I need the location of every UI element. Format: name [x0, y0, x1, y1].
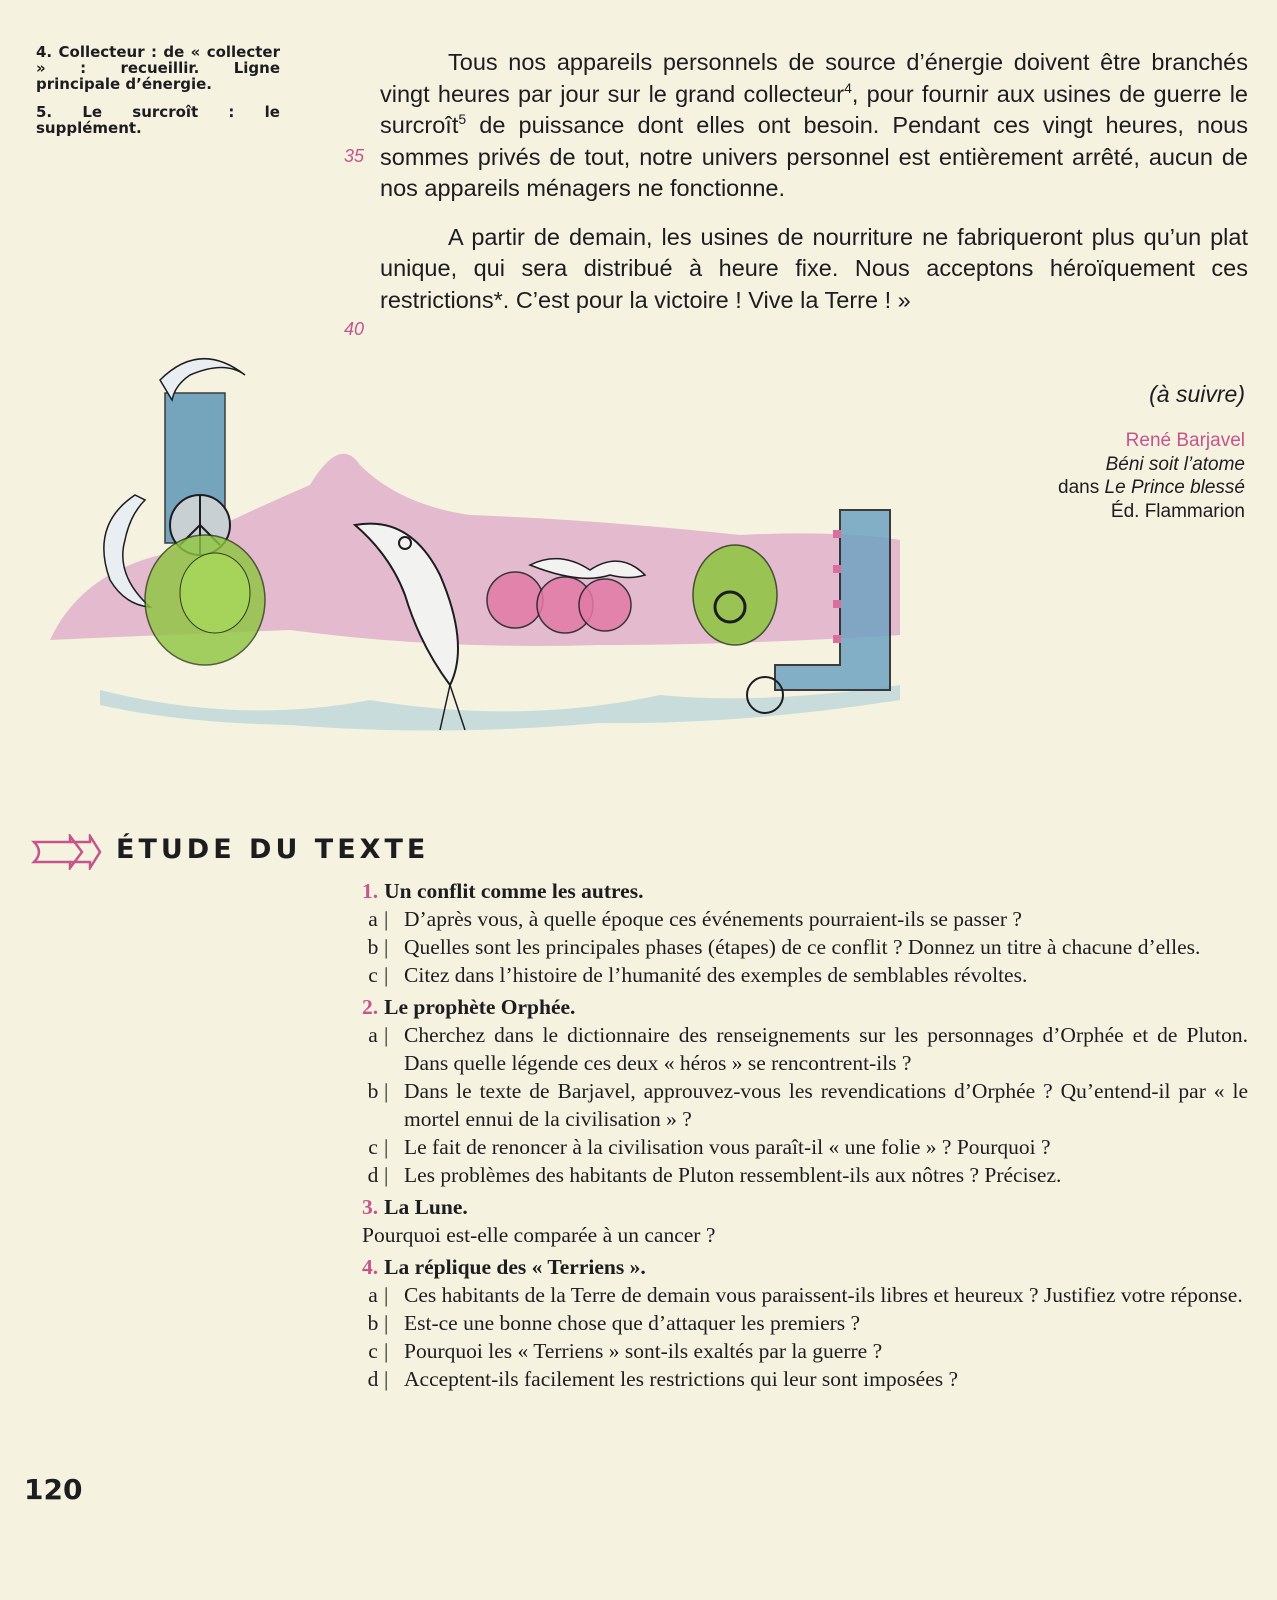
question-4b: b | Est-ce une bonne chose que d’attaquer les premiers ? — [367, 1311, 861, 1335]
questions — [362, 873, 1248, 1393]
paragraph-1: Tous nos appareils personnels de source d’énergie doivent être branchés vingt heures par jour sur le grand collecteur$^4$, pour fournir aux usines de guerre le surcroît$^5$ de puissance dont elles ont besoin. Pendant ces vingt heures, nous sommes privés de tout, notre univers personnel est entièrement arrêté, aucun de nos appareils ménagers ne fonctionne. — [380, 49, 1249, 201]
question-3: 3. La Lune. Pourquoi est-elle comparée à un cancer ? — [362, 1193, 1248, 1249]
question-1: 1. Un conflit comme les autres. a | D’après vous, à quelle époque ces événements pourraient-ils se passer ? b | Quelles sont les principales phases (étapes) de ce conflit ? Donnez un titre à chacune d’elles. c | Citez dans l’histoire de l’humanité des exemples de semblables révoltes. — [362, 877, 1248, 989]
to-be-continued: (à suivre) — [1149, 381, 1245, 407]
pink-ball-1 — [487, 572, 543, 628]
question-4c: c | Pourquoi les « Terriens » sont-ils exaltés par la guerre ? — [368, 1339, 883, 1363]
question-4a: a | Ces habitants de la Terre de demain vous paraissent-ils libres et heureux ? Justifiez votre réponse. — [368, 1283, 1243, 1307]
book-title: Le Prince blessé — [1104, 477, 1245, 498]
book-line: dans Le Prince blessé — [1058, 477, 1245, 498]
question-2b: b | Dans le texte de Barjavel, approuvez-vous les revendications d’Orphée ? Qu’entend-il par « le mortel ennui de la civilisation » ? — [367, 1079, 1248, 1131]
source-credit — [1058, 429, 1245, 523]
section-title: ÉTUDE DU TEXTE — [116, 834, 430, 865]
question-2: 2. Le prophète Orphée. a | Cherchez dans le dictionnaire des renseignements sur les personnages d’Orphée et de Pluton. Dans quelle légende ces deux « héros » se rencontrent-ils ? b | Dans le texte de Barjavel, approuvez-vous les revendications d’Orphée ? Qu’entend-il par « le mortel ennui de la civilisation » ? c | Le fait de renoncer à la civilisation vous paraît-il « une folie » ? Pourquoi ? d | Les problèmes des habitants de Pluton ressemblent-ils aux nôtres ? Précisez. — [362, 995, 1248, 1187]
question-1a: a | D’après vous, à quelle époque ces événements pourraient-ils se passer ? — [368, 907, 1022, 931]
footnotes — [36, 44, 280, 148]
illustration — [40, 345, 920, 745]
line-number-40: 40 — [344, 319, 365, 339]
question-2a: a | Cherchez dans le dictionnaire des renseignements sur les personnages d’Orphée et de Pluton. Dans quelle légende ces deux « héros » se rencontrent-ils ? — [368, 1023, 1248, 1075]
work-title: Béni soit l’atome — [1105, 453, 1245, 475]
question-2d: d | Les problèmes des habitants de Pluton ressemblent-ils aux nôtres ? Précisez. — [367, 1163, 1062, 1187]
author: René Barjavel — [1125, 430, 1245, 451]
footnote-ref-4: 4 — [844, 79, 852, 96]
blue-wash — [100, 685, 900, 731]
green-face-left — [180, 553, 250, 633]
passage — [344, 47, 1249, 339]
double-arrow-icon — [30, 834, 102, 870]
paragraph-2: A partir de demain, les usines de nourriture ne fabriqueront plus qu’un plat unique, qui sera distribué à heure fixe. Nous acceptons héroïquement ces restrictions*. C’est pour la victoire ! Vive la Terre ! » — [380, 223, 1248, 313]
question-4: 4. La réplique des « Terriens ». a | Ces habitants de la Terre de demain vous paraissent-ils libres et heureux ? Justifiez votre réponse. b | Est-ce une bonne chose que d’attaquer les premiers ? c | Pourquoi les « Terriens » sont-ils exaltés par la guerre ? d | Acceptent-ils facilement les restrictions qui leur sont imposées ? — [362, 1253, 1248, 1393]
question-1b: b | Quelles sont les principales phases (étapes) de ce conflit ? Donnez un titre à chacune d’elles. — [367, 935, 1201, 959]
question-4d: d | Acceptent-ils facilement les restrictions qui leur sont imposées ? — [367, 1367, 959, 1391]
page-number: 120 — [24, 1473, 83, 1506]
publisher: Éd. Flammarion — [1110, 500, 1245, 522]
line-number-35: 35 — [344, 146, 365, 166]
pink-ball-3 — [579, 579, 631, 631]
footnote-4: 4. Collecteur : de « collecter » : recueillir. Ligne principale d’énergie. — [36, 43, 280, 93]
question-3-text: Pourquoi est-elle comparée à un cancer ? — [362, 1223, 716, 1247]
footnote-5: 5. Le surcroît : le supplément. — [36, 103, 280, 137]
question-2c: c | Le fait de renoncer à la civilisation vous paraît-il « une folie » ? Pourquoi ? — [368, 1135, 1051, 1159]
green-head-right — [693, 545, 777, 645]
question-1c: c | Citez dans l’histoire de l’humanité des exemples de semblables révoltes. — [368, 963, 1028, 987]
footnote-ref-5: 5 — [458, 111, 467, 128]
